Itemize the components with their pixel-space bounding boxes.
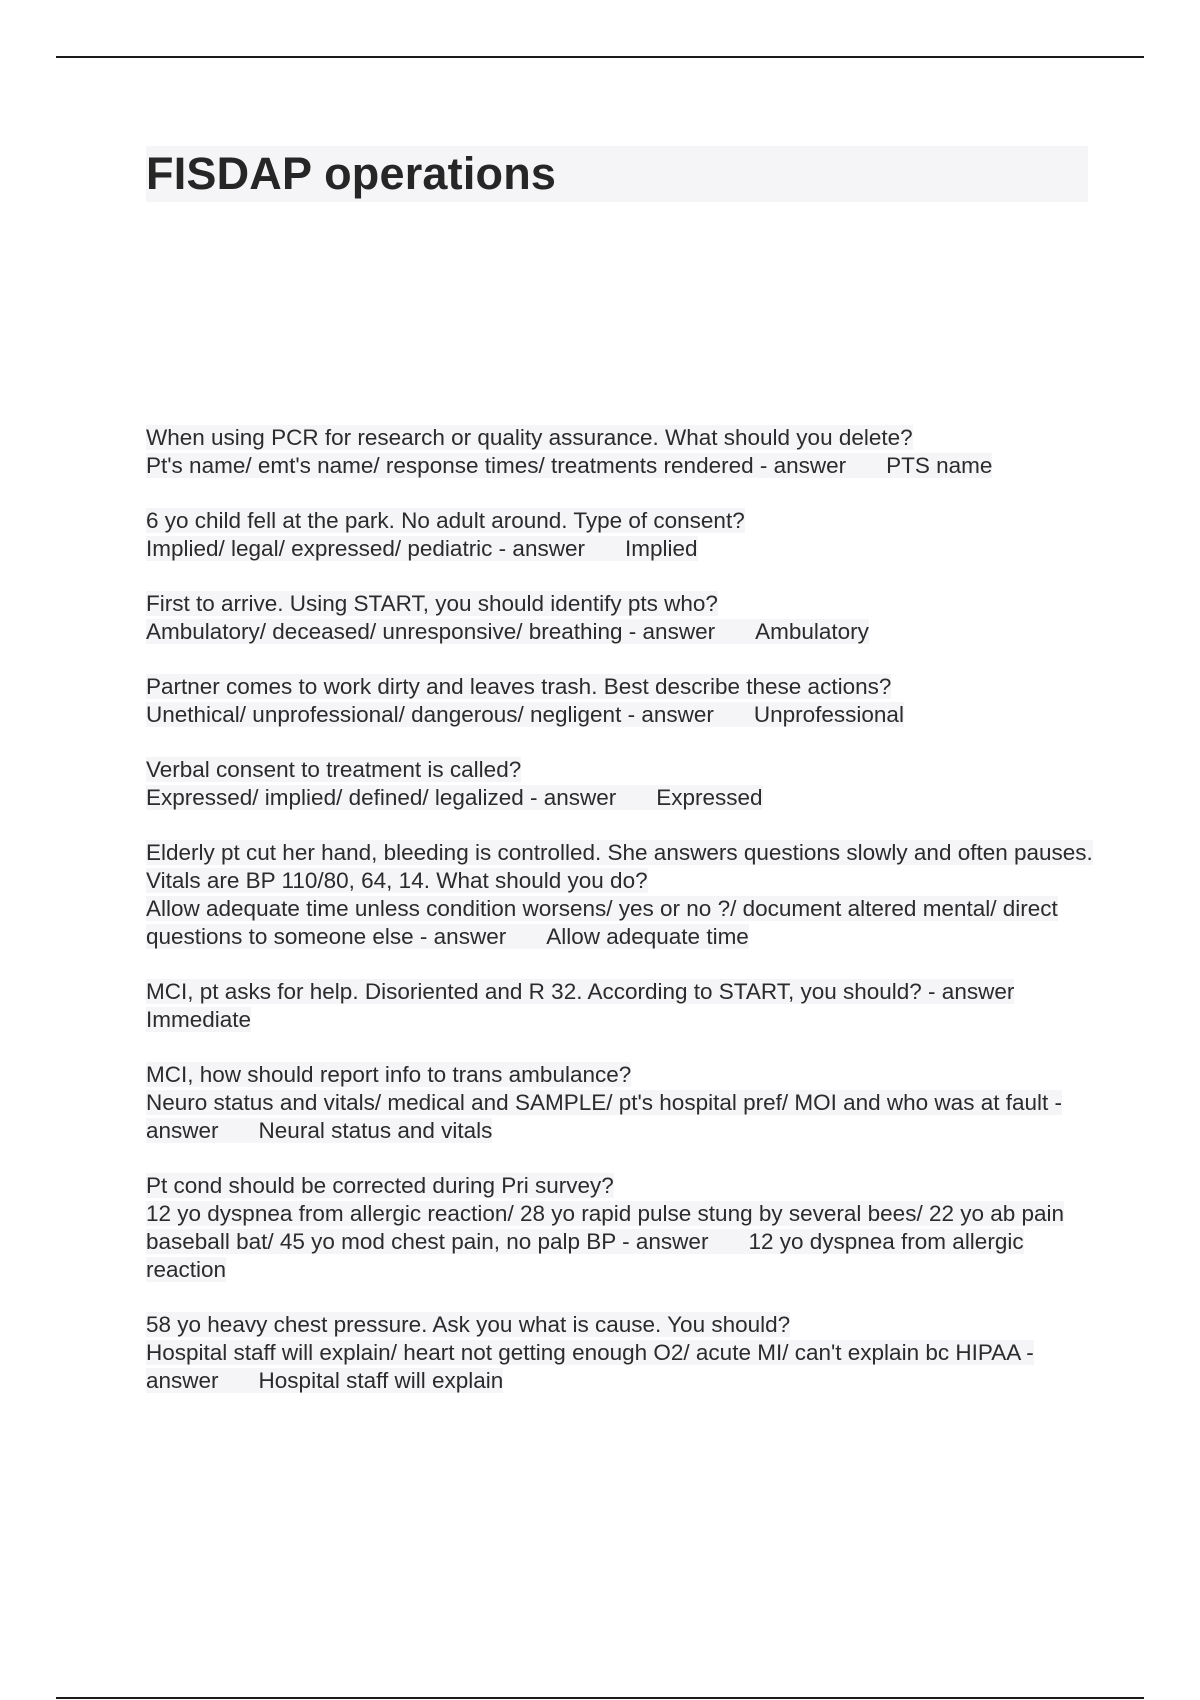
question-text: Partner comes to work dirty and leaves trash. Best describe these actions? (146, 674, 892, 699)
answer-text: PTS name (886, 453, 993, 478)
question-text: When using PCR for research or quality assurance. What should you delete? (146, 425, 913, 450)
qa-item (146, 590, 1096, 646)
question-text: Pt cond should be corrected during Pri survey? (146, 1173, 614, 1198)
options-text: Pt's name/ emt's name/ response times/ treatments rendered - answer (146, 453, 847, 478)
answer-text: Expressed (656, 785, 763, 810)
document-title: FISDAP operations (146, 148, 557, 199)
options-text: Ambulatory/ deceased/ unresponsive/ breathing - answer (146, 619, 716, 644)
answer-text: Allow adequate time (546, 924, 749, 949)
options-text: Unethical/ unprofessional/ dangerous/ negligent - answer (146, 702, 714, 727)
qa-item (146, 756, 1096, 812)
answer-text: Unprofessional (753, 702, 904, 727)
options-text: Hospital staff will explain/ heart not getting enough O2/ acute MI/ can't explain bc HIPAA - answer (146, 1340, 1034, 1393)
options-text: 12 yo dyspnea from allergic reaction/ 28 yo rapid pulse stung by several bees/ 22 yo ab pain baseball bat/ 45 yo mod chest pain, no palp BP - answer (146, 1201, 1065, 1254)
options-text: Neuro status and vitals/ medical and SAMPLE/ pt's hospital pref/ MOI and who was at fault - answer (146, 1090, 1062, 1143)
bottom-rule (56, 1697, 1144, 1699)
title-block (146, 146, 1088, 202)
question-text: Elderly pt cut her hand, bleeding is controlled. She answers questions slowly and often pauses. Vitals are BP 110/80, 64, 14. What should you do? (146, 840, 1093, 893)
options-text: Implied/ legal/ expressed/ pediatric - answer (146, 536, 585, 561)
answer-text: Implied (624, 536, 698, 561)
answer-text: Immediate (146, 1007, 252, 1032)
top-rule (56, 56, 1144, 58)
options-text: Allow adequate time unless condition worsens/ yes or no ?/ document altered mental/ direct questions to someone else - answer (146, 896, 1058, 949)
qa-item (146, 1172, 1096, 1284)
qa-item (146, 424, 1096, 480)
qa-item (146, 673, 1096, 729)
qa-list (146, 424, 1096, 1422)
question-text: MCI, how should report info to trans ambulance? (146, 1062, 632, 1087)
qa-item (146, 1311, 1096, 1395)
question-text: 58 yo heavy chest pressure. Ask you what is cause. You should? (146, 1312, 791, 1337)
options-text: Expressed/ implied/ defined/ legalized - answer (146, 785, 617, 810)
qa-item (146, 1061, 1096, 1145)
question-text: MCI, pt asks for help. Disoriented and R 32. According to START, you should? - answer (146, 979, 1015, 1004)
answer-text: Hospital staff will explain (258, 1368, 504, 1393)
answer-text: 12 yo dyspnea from allergic reaction (146, 1229, 1024, 1282)
qa-item (146, 507, 1096, 563)
question-text: Verbal consent to treatment is called? (146, 757, 522, 782)
question-text: First to arrive. Using START, you should identify pts who? (146, 591, 718, 616)
answer-text: Neural status and vitals (258, 1118, 493, 1143)
qa-item (146, 978, 1096, 1034)
qa-item (146, 839, 1096, 951)
answer-text: Ambulatory (755, 619, 869, 644)
question-text: 6 yo child fell at the park. No adult around. Type of consent? (146, 508, 745, 533)
